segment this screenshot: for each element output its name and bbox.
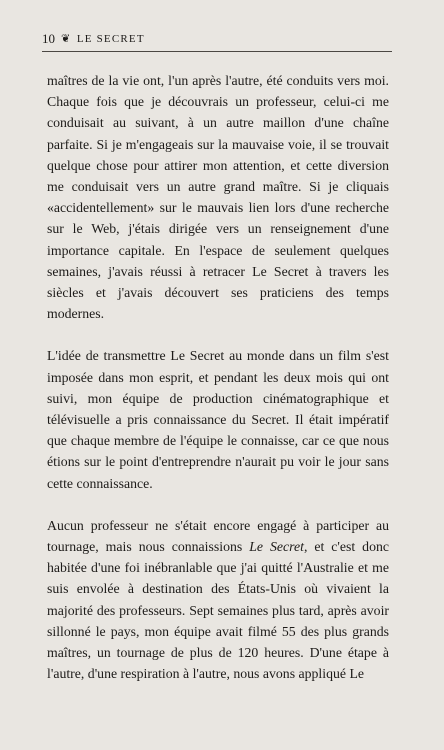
page-number: 10 xyxy=(42,31,55,46)
paragraph-3-part-1: Aucun professeur ne s'était encore engagé à participer au tournage, mais nous connaissions xyxy=(47,517,389,555)
running-title: LE SECRET xyxy=(76,33,145,45)
body-text xyxy=(47,70,389,684)
fleuron-ornament-icon: ❦ xyxy=(61,33,71,45)
paragraph-1: maîtres de la vie ont, l'un après l'autre, été conduits vers moi. Chaque fois que je découvrais un professeur, celui-ci me conduisait au suivant, à un autre maillon d'une chaîne parfaite. Si je m'engageais sur la mauvaise voie, il se trouvait quelque chose pour attirer mon attention, et cette diversion me conduisait vers un autre grand maître. Si je cliquais «accidentellement» sur le mauvais lien lors d'une recherche sur le Web, j'étais dirigée vers un renseignement d'une importance capitale. En l'espace de seulement quelques semaines, j'avais réussi à retracer Le Secret à travers les siècles et j'avais découvert ses praticiens des temps modernes. xyxy=(47,73,389,322)
running-header xyxy=(42,30,392,48)
paragraph-3 xyxy=(47,515,389,685)
paragraph-2: L'idée de transmettre Le Secret au monde dans un film s'est imposée dans mon esprit, et pendant les deux mois qui ont suivi, mon équipe de production cinématographique et télévisuelle a pris connaissance du Secret. Il était impératif que chaque membre de l'équipe le connaisse, car ce que nous étions sur le point d'entreprendre n'aurait pu voir le jour sans cette connaissance. xyxy=(47,348,389,491)
paragraph-3-part-2: , et c'est donc habitée d'une foi inébranlable que j'ai quitté l'Australie et me suis envolée à destination des États-Unis où vivaient la majorité des professeurs. Sept semaines plus tard, après avoir sillonné le pays, mon équipe avait filmé 55 des plus grands maîtres, un tournage de plus de 120 heures. D'une étape à l'autre, d'une respiration à l'autre, nous avons appliqué Le xyxy=(47,539,390,682)
book-title-emphasis: Le Secret xyxy=(249,539,304,555)
header-rule xyxy=(42,51,392,52)
